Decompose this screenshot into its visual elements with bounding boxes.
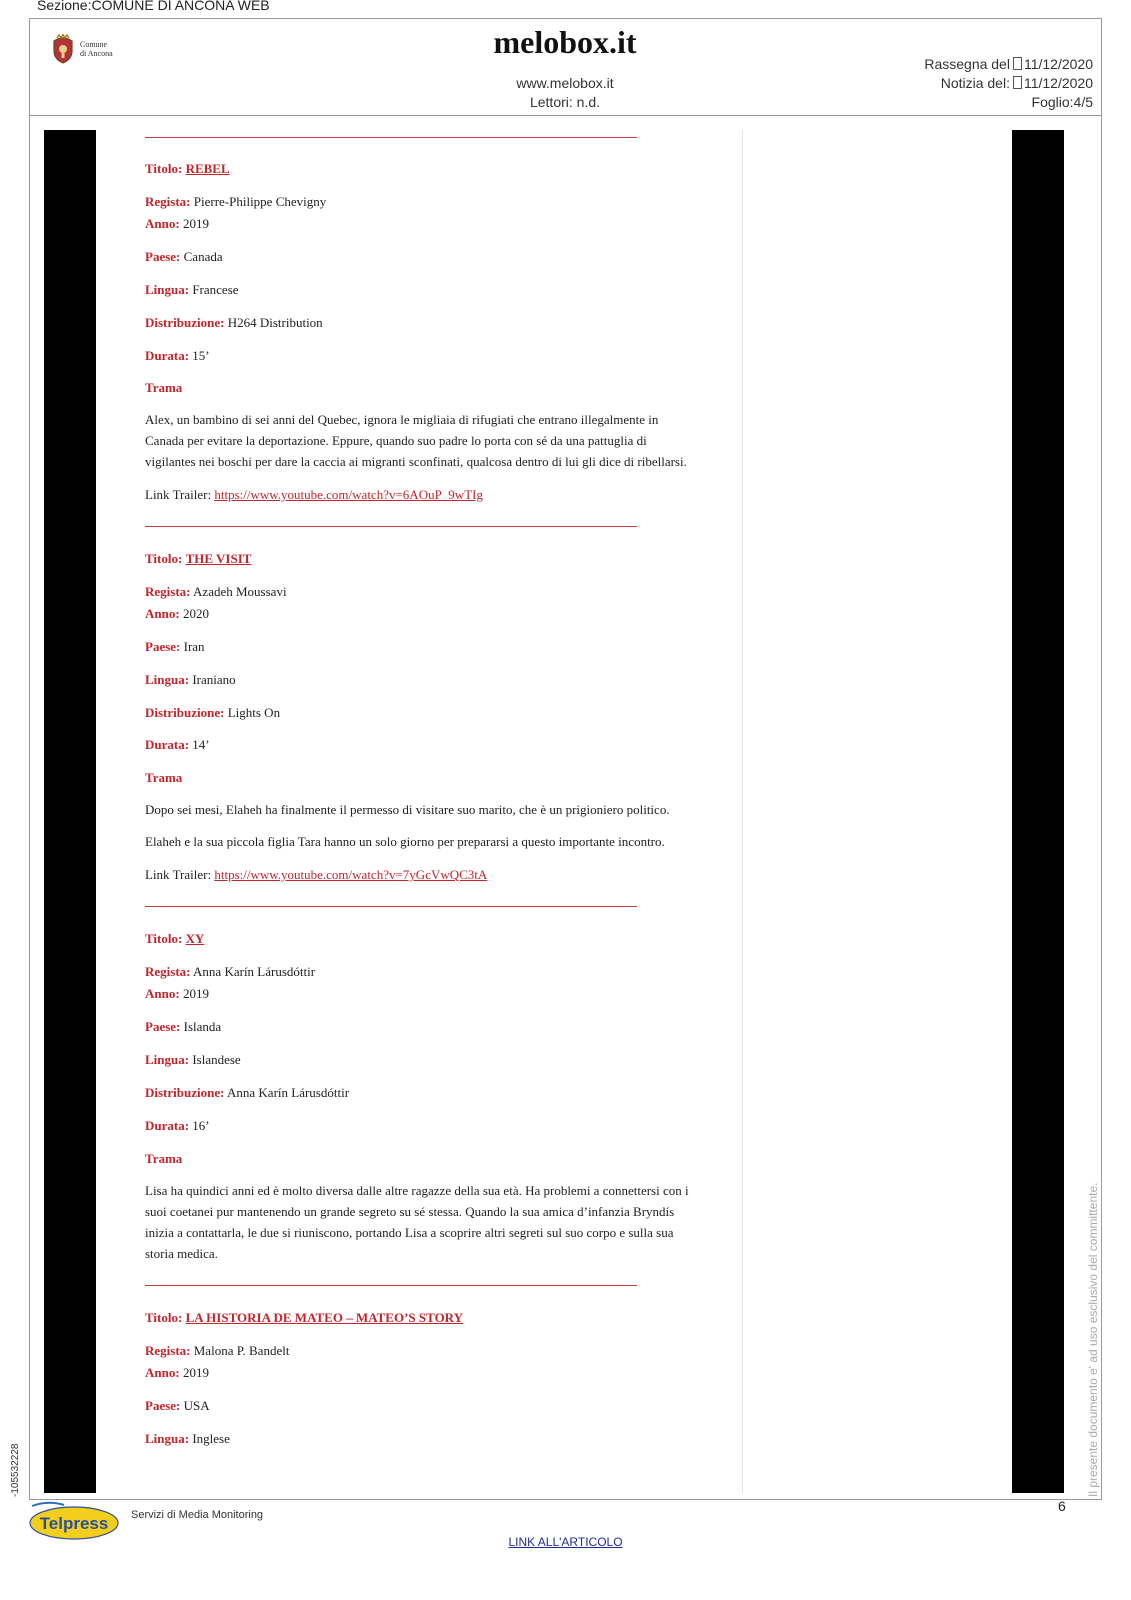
box-glyph-icon xyxy=(1013,57,1022,70)
distribution-line: Distribuzione: H264 Distribution xyxy=(145,315,323,330)
plot-heading: Trama xyxy=(145,380,183,395)
trailer-link[interactable]: https://www.youtube.com/watch?v=7yGcVwQC3tA xyxy=(214,867,488,882)
director-line: Regista: Azadeh Moussavi xyxy=(145,584,287,599)
readers-count: Lettori: n.d. xyxy=(529,94,601,110)
film-title-line: Titolo: LA HISTORIA DE MATEO – MATEO’S STORY xyxy=(145,1310,463,1325)
film-title-link[interactable]: LA HISTORIA DE MATEO – MATEO’S STORY xyxy=(185,1310,463,1325)
year-line: Anno: 2019 xyxy=(145,216,209,231)
plot-paragraph: Lisa ha quindici anni ed è molto diversa dalle altre ragazze della sua età. Ha problemi a connettersi con i suoi coetanei pur mantenendo un grande segreto su sé stessa. Quando la sua amica d’infanzia Bryndís inizia a contattarla, le due si riuniscono, portando Lisa a scoprire altri segreti sul suo corpo e sulla sua storia medica. xyxy=(145,1183,689,1261)
plot-paragraph: Elaheh e la sua piccola figlia Tara hanno un solo giorno per prepararsi a questo importante incontro. xyxy=(145,834,665,849)
masthead-title: melobox.it xyxy=(493,24,637,60)
section-divider xyxy=(145,906,637,907)
distribution-line: Distribuzione: Anna Karín Lárusdóttir xyxy=(145,1085,350,1100)
notizia-label: Notizia del: xyxy=(940,75,1010,91)
section-divider xyxy=(145,137,637,138)
language-line: Lingua: Inglese xyxy=(145,1431,230,1446)
plot-heading: Trama xyxy=(145,770,183,785)
meta-block xyxy=(924,55,1093,112)
director-line: Regista: Pierre-Philippe Chevigny xyxy=(145,194,327,209)
year-line: Anno: 2019 xyxy=(145,986,209,1001)
distribution-line: Distribuzione: Lights On xyxy=(145,705,281,720)
trailer-line: Link Trailer: https://www.youtube.com/watch?v=7yGcVwQC3tA xyxy=(145,867,488,882)
column-separator xyxy=(742,130,743,1493)
page-number: 6 xyxy=(1058,1498,1066,1514)
duration-line: Durata: 15’ xyxy=(145,348,210,363)
country-line: Paese: Islanda xyxy=(145,1019,222,1034)
director-line: Regista: Malona P. Bandelt xyxy=(145,1343,290,1358)
plot-heading: Trama xyxy=(145,1151,183,1166)
logo-line-1: Comune xyxy=(80,40,108,49)
rassegna-label: Rassegna del xyxy=(924,56,1010,72)
left-black-bar xyxy=(44,130,96,1493)
foglio: Foglio:4/5 xyxy=(1031,94,1093,110)
box-glyph-icon xyxy=(1013,76,1022,89)
film-title-link[interactable]: REBEL xyxy=(185,161,230,176)
film-title-link[interactable]: THE VISIT xyxy=(185,551,252,566)
language-line: Lingua: Francese xyxy=(145,282,239,297)
country-line: Paese: Canada xyxy=(145,249,223,264)
logo-line-2: di Ancona xyxy=(80,49,113,58)
rassegna-line xyxy=(924,55,1093,74)
footer-service: Servizi di Media Monitoring xyxy=(131,1509,264,1521)
country-line: Paese: USA xyxy=(145,1398,210,1413)
trailer-line: Link Trailer: https://www.youtube.com/watch?v=6AOuP_9wTIg xyxy=(145,487,483,502)
year-line: Anno: 2019 xyxy=(145,1365,209,1380)
duration-line: Durata: 16’ xyxy=(145,1118,210,1133)
film-title-link[interactable]: XY xyxy=(185,931,205,946)
right-black-bar xyxy=(1012,130,1064,1493)
disclaimer-note: Il presente documento e' ad uso esclusivo del committente. xyxy=(1086,1182,1100,1497)
duration-line: Durata: 14’ xyxy=(145,737,210,752)
film-title-line: Titolo: XY xyxy=(145,931,205,946)
film-title-line: Titolo: THE VISIT xyxy=(145,551,252,566)
article-link[interactable]: LINK ALL'ARTICOLO xyxy=(508,1535,623,1549)
comune-logo xyxy=(50,34,113,64)
article-screenshot xyxy=(44,130,1064,1493)
year-line: Anno: 2020 xyxy=(145,606,209,621)
director-line: Regista: Anna Karín Lárusdóttir xyxy=(145,964,316,979)
section-label: Sezione:COMUNE DI ANCONA WEB xyxy=(37,0,270,13)
document-id: -105532228 xyxy=(10,1443,21,1497)
film-title-line: Titolo: REBEL xyxy=(145,161,230,176)
section-divider xyxy=(145,526,637,527)
svg-text:Telpress: Telpress xyxy=(39,1514,109,1533)
trailer-link[interactable]: https://www.youtube.com/watch?v=6AOuP_9wTIg xyxy=(214,487,483,502)
notizia-date: 11/12/2020 xyxy=(1023,75,1093,91)
country-line: Paese: Iran xyxy=(145,639,205,654)
notizia-line xyxy=(924,74,1093,93)
coat-of-arms-icon xyxy=(50,34,76,64)
rassegna-date: 11/12/2020 xyxy=(1023,56,1093,72)
plot-paragraph: Dopo sei mesi, Elaheh ha finalmente il permesso di visitare suo marito, che è un prigioniero politico. xyxy=(145,802,670,817)
site-url: www.melobox.it xyxy=(516,75,614,91)
section-divider xyxy=(145,1285,637,1286)
language-line: Lingua: Iraniano xyxy=(145,672,236,687)
plot-paragraph: Alex, un bambino di sei anni del Quebec, ignora le migliaia di rifugiati che entrano illegalmente in Canada per evitare la deportazione. Eppure, quando suo padre lo porta con sé da una pattuglia di vigilantes nei boschi per dare la caccia ai migranti sconfinati, qualcosa dentro di lui gli dice di ribellarsi. xyxy=(145,412,687,469)
language-line: Lingua: Islandese xyxy=(145,1052,241,1067)
